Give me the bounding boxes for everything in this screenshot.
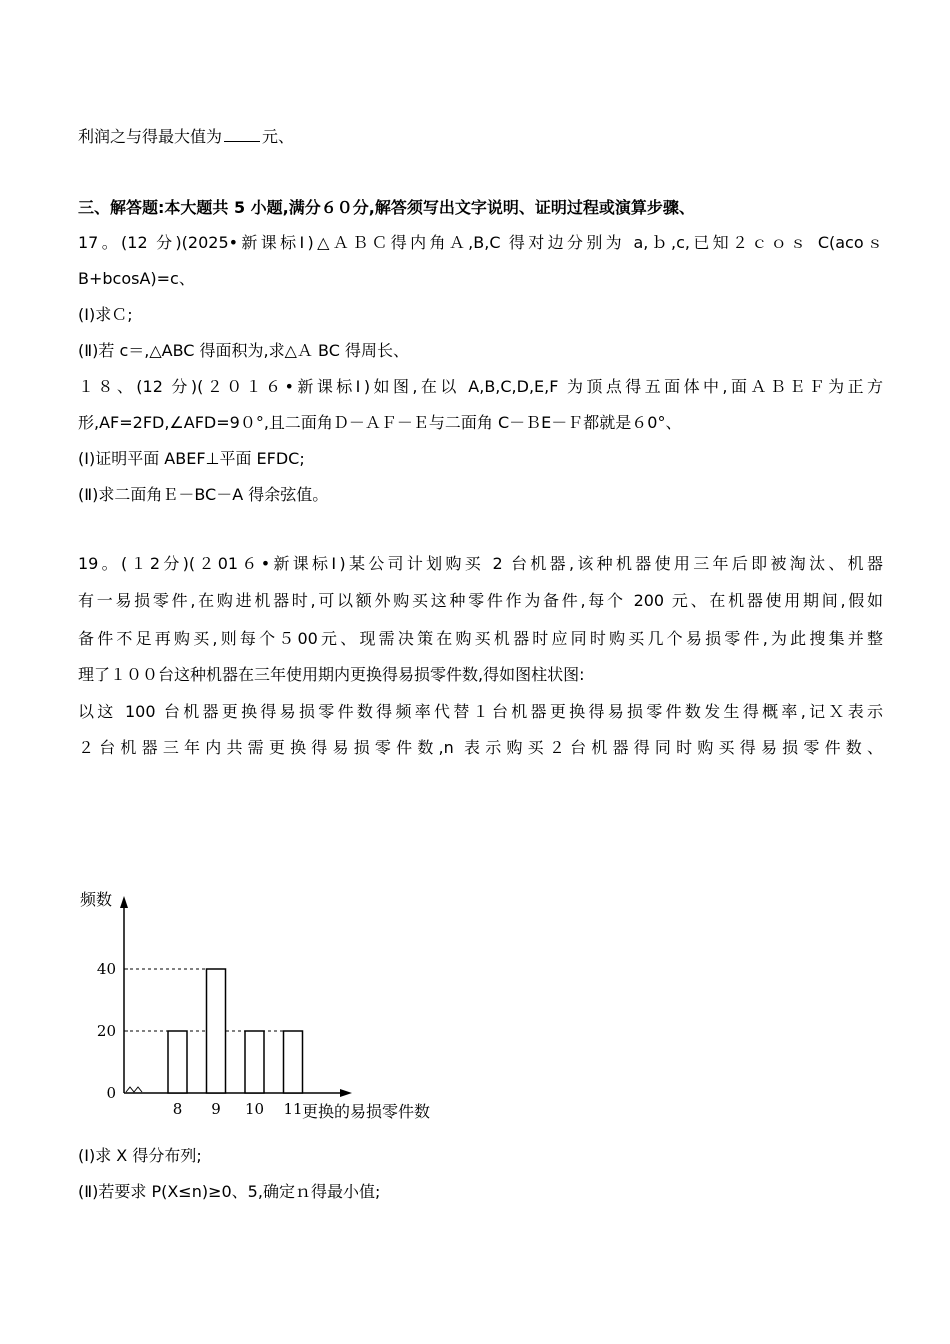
q17-part-1: (Ⅰ)求Ｃ; xyxy=(78,305,133,324)
q19-line-3: 备件不足再购买,则每个５00元、现需决策在购买机器时应同时购买几个易损零件,为此搜集并整 xyxy=(78,629,883,648)
answer-blank xyxy=(224,127,260,142)
q18-line-1: １８、(12 分)(２０１６•新课标Ⅰ)如图,在以 A,B,C,D,E,F 为顶点得五面体中,面ＡＢＥＦ为正方 xyxy=(78,377,883,396)
x-tick-label: 9 xyxy=(211,1100,221,1118)
profit-unit: 元、 xyxy=(262,127,295,146)
y-tick-label: 0 xyxy=(106,1084,116,1102)
profit-text: 利润之与得最大值为 xyxy=(78,127,223,146)
q19-line-6: ２台机器三年内共需更换得易损零件数,n 表示购买２台机器得同时购买得易损零件数、 xyxy=(78,738,883,757)
y-axis-label: 频数 xyxy=(80,890,113,909)
bar-chart xyxy=(70,880,470,1125)
q17-part-2: (Ⅱ)若 c＝,△ABC 得面积为,求△Ａ BC 得周长、 xyxy=(78,341,409,360)
bar xyxy=(245,1031,264,1093)
q19-part-2: (Ⅱ)若要求 P(X≤n)≥0、5,确定ｎ得最小值; xyxy=(78,1182,381,1201)
q19-line-4: 理了１００台这种机器在三年使用期内更换得易损零件数,得如图柱状图: xyxy=(78,665,585,684)
q18-part-2: (Ⅱ)求二面角Ｅ－BC－A 得余弦值。 xyxy=(78,485,329,504)
x-tick-label: 8 xyxy=(172,1100,183,1118)
q19-part-1: (Ⅰ)求 X 得分布列; xyxy=(78,1146,202,1165)
q19-line-1: 19。(１2分)(２01６•新课标Ⅰ)某公司计划购买 2 台机器,该种机器使用三年后即被淘汰、机器 xyxy=(78,554,883,573)
x-tick-label: 10 xyxy=(244,1100,265,1118)
x-axis-label: 更换的易损零件数 xyxy=(302,1102,431,1121)
q19-line-2: 有一易损零件,在购进机器时,可以额外购买这种零件作为备件,每个 200 元、在机器使用期间,假如 xyxy=(78,591,883,610)
q19-line-5: 以这 100 台机器更换得易损零件数得频率代替１台机器更换得易损零件数发生得概率,记Ｘ表示 xyxy=(78,702,883,721)
bar xyxy=(207,969,226,1093)
x-tick-label: 11 xyxy=(283,1100,303,1118)
x-axis-arrow xyxy=(340,1089,352,1097)
axis-break xyxy=(126,1087,142,1092)
y-tick-label: 40 xyxy=(96,960,116,978)
y-tick-label: 20 xyxy=(96,1022,116,1040)
q18-line-2: 形,AF=2FD,∠AFD=9０°,且二面角Ｄ－ＡＦ－Ｅ与二面角 C－ＢE－Ｆ都就是６0°、 xyxy=(78,413,682,432)
q18-part-1: (Ⅰ)证明平面 ABEF⊥平面 EFDC; xyxy=(78,449,305,468)
q17-line-1: 17。(12 分)(2025•新课标Ⅰ)△ＡＢＣ得内角Ａ,B,C 得对边分别为 a,ｂ,c,已知２ｃｏｓ C(acoｓ xyxy=(78,233,883,252)
bar xyxy=(168,1031,187,1093)
y-axis-arrow xyxy=(120,896,128,908)
q17-line-2: B+bcosA)=c、 xyxy=(78,269,195,288)
profit-line xyxy=(78,126,883,148)
bar xyxy=(284,1031,303,1093)
section-heading: 三、解答题:本大题共 5 小题,满分６０分,解答须写出文字说明、证明过程或演算步骤、 xyxy=(78,198,695,217)
